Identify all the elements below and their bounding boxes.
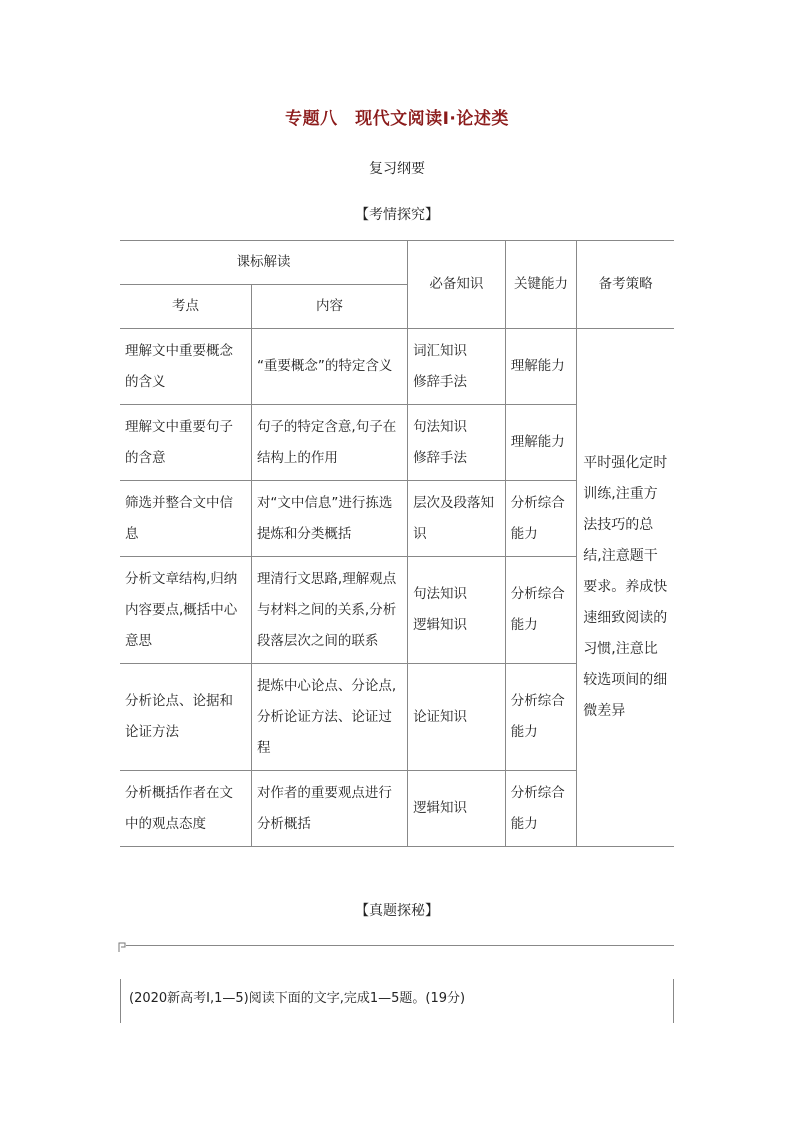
header-knowledge: 必备知识	[408, 241, 506, 329]
cell-exam-point: 分析论点、论据和论证方法	[120, 664, 251, 771]
corner-mark-icon	[118, 942, 126, 952]
cell-content: 理清行文思路,理解观点与材料之间的关系,分析段落层次之间的联系	[251, 557, 407, 664]
section-heading-real-questions: 【真题探秘】	[355, 903, 439, 919]
header-exam-point: 考点	[120, 285, 251, 329]
cell-knowledge: 句法知识 修辞手法	[408, 405, 506, 481]
cell-knowledge: 句法知识 逻辑知识	[408, 557, 506, 664]
cell-knowledge: 论证知识	[408, 664, 506, 771]
question-intro: (2020新高考Ⅰ,1—5)阅读下面的文字,完成1—5题。(19分)	[129, 991, 466, 1006]
cell-knowledge: 词汇知识 修辞手法	[408, 329, 506, 405]
cell-exam-point: 筛选并整合文中信息	[120, 481, 251, 557]
cell-knowledge: 逻辑知识	[408, 771, 506, 847]
cell-exam-point: 分析文章结构,归纳内容要点,概括中心意思	[120, 557, 251, 664]
header-strategy: 备考策略	[577, 241, 674, 329]
cell-ability: 理解能力	[505, 329, 577, 405]
header-standard-interpretation: 课标解读	[120, 241, 408, 285]
cell-knowledge: 层次及段落知识	[408, 481, 506, 557]
page-title: 专题八 现代文阅读Ⅰ·论述类	[285, 109, 509, 129]
header-content: 内容	[251, 285, 407, 329]
table-row	[120, 329, 674, 405]
cell-content: “重要概念”的特定含义	[251, 329, 407, 405]
cell-ability: 理解能力	[505, 405, 577, 481]
question-box	[120, 979, 674, 1023]
cell-ability: 分析综合能力	[505, 664, 577, 771]
section-heading-exam-analysis: 【考情探究】	[355, 207, 439, 223]
cell-ability: 分析综合能力	[505, 481, 577, 557]
cell-ability: 分析综合能力	[505, 557, 577, 664]
cell-content: 对“文中信息”进行拣选提炼和分类概括	[251, 481, 407, 557]
cell-content: 提炼中心论点、分论点,分析论证方法、论证过程	[251, 664, 407, 771]
cell-exam-point: 理解文中重要句子的含意	[120, 405, 251, 481]
cell-content: 对作者的重要观点进行分析概括	[251, 771, 407, 847]
cell-content: 句子的特定含意,句子在结构上的作用	[251, 405, 407, 481]
cell-ability: 分析综合能力	[505, 771, 577, 847]
cell-strategy: 平时强化定时训练,注重方法技巧的总结,注意题干要求。养成快速细致阅读的习惯,注意比较选项间的细微差异	[577, 329, 674, 847]
header-ability: 关键能力	[505, 241, 577, 329]
exam-analysis-table	[120, 240, 674, 847]
cell-exam-point: 理解文中重要概念的含义	[120, 329, 251, 405]
question-divider	[126, 945, 674, 946]
outline-subtitle: 复习纲要	[369, 161, 425, 177]
cell-exam-point: 分析概括作者在文中的观点态度	[120, 771, 251, 847]
